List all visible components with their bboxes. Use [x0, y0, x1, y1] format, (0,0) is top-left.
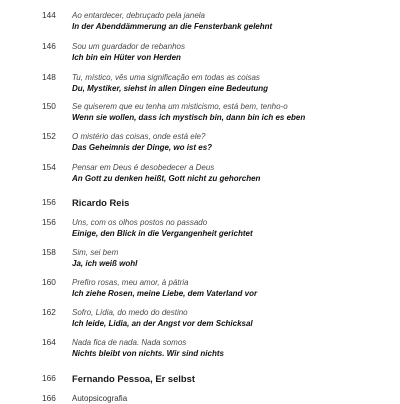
portuguese-title: Tu, místico, vês uma significação em todas as coisas: [72, 73, 260, 82]
german-title: Ich bin ein Hüter von Herden: [72, 53, 181, 62]
page-number: 156: [42, 217, 56, 227]
portuguese-title: Uns, com os olhos postos no passado: [72, 218, 208, 227]
page-number: 152: [42, 131, 56, 141]
page-number: 166: [42, 373, 56, 383]
portuguese-title: Prefiro rosas, meu amor, à pátria: [72, 278, 189, 287]
section-title: Ricardo Reis: [72, 197, 130, 208]
page-number: 148: [42, 72, 56, 82]
portuguese-title: Pensar em Deus é desobedecer a Deus: [72, 163, 215, 172]
page-number: 146: [42, 41, 56, 51]
page-number: 156: [42, 197, 56, 207]
page-number: 158: [42, 247, 56, 257]
portuguese-title: O mistério das coisas, onde está ele?: [72, 132, 206, 141]
page-number: 150: [42, 101, 56, 111]
page-number: 162: [42, 307, 56, 317]
german-title: Ich ziehe Rosen, meine Liebe, dem Vaterland vor: [72, 289, 258, 298]
german-title: Nichts bleibt von nichts. Wir sind nichts: [72, 349, 224, 358]
portuguese-title: Sofro, Lídia, do medo do destino: [72, 308, 188, 317]
german-title: In der Abenddämmerung an die Fensterbank gelehnt: [72, 22, 273, 31]
portuguese-title: Sim, sei bem: [72, 248, 119, 257]
portuguese-title: Nada fica de nada. Nada somos: [72, 338, 187, 347]
page-number: 144: [42, 10, 56, 20]
poem-title: Autopsicografia: [72, 394, 128, 403]
page-number: 166: [42, 393, 56, 403]
page-number: 160: [42, 277, 56, 287]
page-number: 154: [42, 162, 56, 172]
german-title: Das Geheimnis der Dinge, wo ist es?: [72, 143, 213, 152]
german-title: Ja, ich weiß wohl: [72, 259, 138, 268]
portuguese-title: Ao entardecer, debruçado pela janela: [72, 11, 205, 20]
german-title: Wenn sie wollen, dass ich mystisch bin, dann bin ich es eben: [72, 113, 306, 122]
german-title: An Gott zu denken heißt, Gott nicht zu gehorchen: [72, 174, 261, 183]
page-number: 164: [42, 337, 56, 347]
portuguese-title: Sou um guardador de rebanhos: [72, 42, 185, 51]
german-title: Ich leide, Lidia, an der Angst vor dem Schicksal: [72, 319, 253, 328]
portuguese-title: Se quiserem que eu tenha um misticismo, está bem, tenho-o: [72, 102, 288, 111]
german-title: Du, Mystiker, siehst in allen Dingen eine Bedeutung: [72, 84, 269, 93]
section-title: Fernando Pessoa, Er selbst: [72, 373, 195, 384]
german-title: Einige, den Blick in die Vergangenheit gerichtet: [72, 229, 253, 238]
